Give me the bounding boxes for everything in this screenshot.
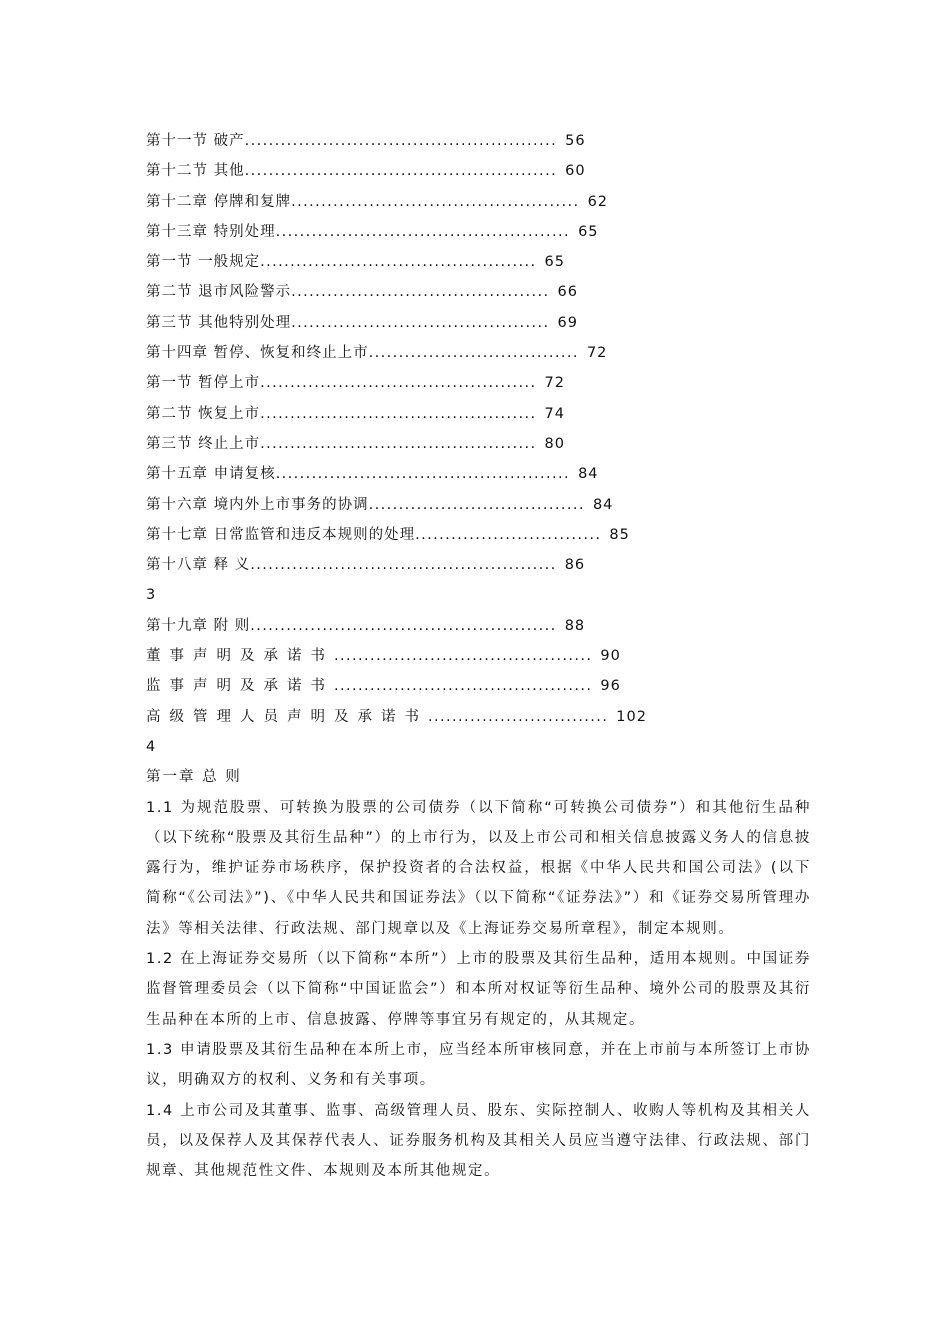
toc-entry-leader: .............................. — [428, 708, 609, 725]
page-number: 3 — [146, 587, 156, 604]
page-number: 4 — [146, 738, 156, 755]
toc-entry — [146, 641, 811, 671]
toc-entry-leader: ................................................ — [291, 193, 580, 210]
toc-entry-label: 第十八章 释 义 — [146, 557, 251, 574]
toc-entry-label: 第十三章 特别处理 — [146, 223, 276, 240]
toc-entry — [146, 520, 811, 550]
toc-entry-leader: .................................... — [368, 496, 585, 513]
chapter-title: 第一章 总 则 — [146, 769, 242, 786]
toc-entry-page: 84 — [592, 496, 614, 513]
toc-entry-label: 第十七章 日常监管和违反本规则的处理 — [146, 526, 416, 543]
toc-entry-label: 第二节 恢复上市 — [146, 405, 261, 422]
toc-entry — [146, 187, 811, 217]
toc-entry-leader: ................................................... — [250, 617, 557, 634]
toc-entry — [146, 368, 811, 398]
toc-entry-page: 88 — [564, 617, 586, 634]
toc-entry-leader: ........................................... — [291, 284, 550, 301]
toc-entry-page: 65 — [578, 223, 599, 240]
toc-entry-page: 72 — [586, 345, 608, 362]
toc-entry-leader: .............................................. — [260, 375, 537, 392]
toc-entry-leader: .............................................. — [260, 405, 537, 422]
toc-entry — [146, 247, 811, 277]
toc-entry-leader: ........................................... — [291, 314, 550, 331]
toc-entry-leader: ................................... — [368, 345, 579, 362]
toc-entry — [146, 611, 811, 641]
toc-entry-page: 72 — [544, 375, 565, 392]
toc-entry-page: 96 — [600, 678, 621, 695]
body-paragraph: 1.1 为规范股票、可转换为股票的公司债券（以下简称“可转换公司债券”）和其他衍生品种（以下统称“股票及其衍生品种”）的上市行为，以及上市公司和相关信息披露义务人的信息披露行为，维护证券市场秩序，保护投资者的合法权益，根据《中华人民共和国公司法》(以下简称“《公司法》”)、《中华人民共和国证券法》（以下简称“《证券法》”）和《证券交易所管理办法》等相关法律、行政法规、部门规章以及《上海证券交易所章程》，制定本规则。 — [146, 799, 811, 937]
toc-entry-leader: ................................................. — [275, 466, 571, 483]
toc-entry-label: 董事声明及承诺书 — [146, 648, 334, 665]
toc-entry — [146, 338, 811, 368]
toc-entry-page: 69 — [557, 314, 578, 331]
toc-entry — [146, 459, 811, 489]
toc-entry — [146, 550, 811, 580]
toc-entry-label: 第十九章 附 则 — [146, 617, 251, 634]
toc-entry-page: 102 — [616, 708, 647, 725]
toc-entry-label: 高级管理人员声明及承诺书 — [146, 708, 428, 725]
toc-section-b — [146, 611, 811, 732]
toc-entry-page: 65 — [544, 254, 565, 271]
body-paragraph: 1.2 在上海证券交易所（以下简称“本所”）上市的股票及其衍生品种，适用本规则。中国证券监督管理委员会（以下简称“中国证监会”）和本所对权证等衍生品种、境外公司的股票及其衍生品种在本所的上市、信息披露、停牌等事宜另有规定的，从其规定。 — [146, 951, 811, 1028]
toc-entry-label: 第二节 退市风险警示 — [146, 284, 292, 301]
toc-entry-label: 第三节 其他特别处理 — [146, 314, 292, 331]
toc-entry-label: 第十一节 破产 — [146, 133, 245, 149]
body-paragraph: 1.3 申请股票及其衍生品种在本所上市，应当经本所审核同意，并在上市前与本所签订上市协议，明确双方的权利、义务和有关事项。 — [146, 1041, 811, 1089]
toc-entry-label: 第十五章 申请复核 — [146, 466, 276, 483]
toc-entry-page: 60 — [565, 163, 586, 180]
toc-section-a — [146, 126, 811, 580]
toc-entry-leader: ................................................. — [275, 223, 571, 240]
toc-entry-page: 90 — [600, 648, 621, 665]
toc-entry-page: 84 — [578, 466, 599, 483]
toc-entry — [146, 490, 811, 520]
toc-entry-label: 第十二章 停牌和复牌 — [146, 193, 292, 210]
toc-entry-page: 56 — [565, 133, 586, 149]
toc-entry-leader: .............................................. — [260, 254, 537, 271]
toc-entry-leader: .............................................. — [260, 435, 537, 452]
toc-entry-label: 第三节 终止上市 — [146, 435, 261, 452]
toc-entry — [146, 671, 811, 701]
toc-entry — [146, 702, 811, 732]
toc-entry — [146, 399, 811, 429]
toc-entry-label: 第一节 暂停上市 — [146, 375, 261, 392]
toc-entry — [146, 308, 811, 338]
toc-entry-leader: .................................................... — [244, 133, 558, 149]
toc-entry-label: 第十四章 暂停、恢复和终止上市 — [146, 345, 369, 362]
toc-entry — [146, 217, 811, 247]
toc-entry-leader: ........................................... — [334, 648, 593, 665]
toc-entry-label: 第十六章 境内外上市事务的协调 — [146, 496, 369, 513]
toc-entry — [146, 429, 811, 459]
toc-entry-leader: ................................................... — [250, 557, 557, 574]
toc-entry-page: 86 — [564, 557, 586, 574]
page-content — [146, 126, 811, 1186]
body-paragraph: 1.4 上市公司及其董事、监事、高级管理人员、股东、实际控制人、收购人等机构及其相关人员，以及保荐人及其保荐代表人、证券服务机构及其相关人员应当遵守法律、行政法规、部门规章、其他规范性文件、本规则及本所其他规定。 — [146, 1102, 811, 1180]
toc-entry-leader: ............................... — [415, 526, 602, 543]
toc-entry-label: 第一节 一般规定 — [146, 254, 261, 271]
toc-entry — [146, 277, 811, 307]
toc-entry-leader: ........................................... — [334, 678, 593, 695]
toc-entry — [146, 126, 811, 156]
toc-entry-page: 80 — [544, 435, 565, 452]
toc-entry-label: 第十二节 其他 — [146, 163, 245, 180]
toc-entry-page: 66 — [557, 284, 578, 301]
toc-entry-leader: .................................................... — [244, 163, 558, 180]
toc-entry-page: 85 — [609, 526, 630, 543]
toc-entry-page: 62 — [587, 193, 609, 210]
toc-entry — [146, 156, 811, 186]
toc-entry-label: 监事声明及承诺书 — [146, 678, 334, 695]
toc-entry-page: 74 — [544, 405, 565, 422]
